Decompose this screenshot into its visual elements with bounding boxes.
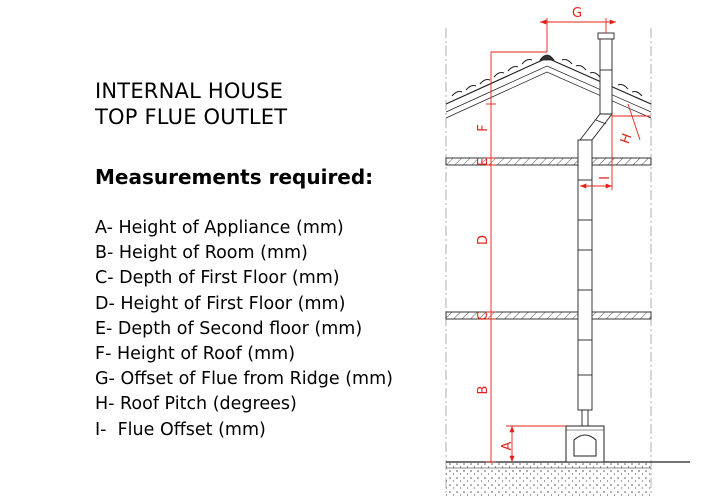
measurement-i: I- Flue Offset (mm) — [95, 419, 266, 440]
measurement-e: E- Depth of Second floor (mm) — [95, 318, 363, 339]
measurement-b: B- Height of Room (mm) — [95, 243, 308, 264]
ground-floor — [446, 462, 690, 496]
stove-appliance — [566, 426, 604, 462]
dimension-lines — [486, 18, 651, 462]
flue-pipe — [578, 33, 614, 426]
measurement-f: F- Height of Roof (mm) — [95, 344, 296, 365]
measurement-c: C- Depth of First Floor (mm) — [95, 268, 340, 289]
title-line-1: INTERNAL HOUSE — [95, 79, 284, 103]
label-g: G — [571, 6, 583, 21]
label-d: D — [476, 234, 491, 246]
label-c: C — [476, 311, 491, 321]
measurements-heading: Measurements required: — [95, 165, 374, 189]
measurement-g: G- Offset of Flue from Ridge (mm) — [95, 369, 393, 390]
measurement-d: D- Height of First Floor (mm) — [95, 293, 346, 314]
roof — [446, 55, 651, 118]
label-b: B — [476, 385, 491, 395]
label-i: I — [598, 176, 613, 180]
label-a: A — [500, 441, 515, 451]
measurement-h: H- Roof Pitch (degrees) — [95, 394, 297, 415]
title-line-2: TOP FLUE OUTLET — [95, 105, 288, 129]
measurement-a: A- Height of Appliance (mm) — [95, 218, 344, 238]
label-f: F — [476, 124, 491, 132]
label-e: E — [476, 157, 491, 167]
label-h: H — [617, 131, 636, 146]
